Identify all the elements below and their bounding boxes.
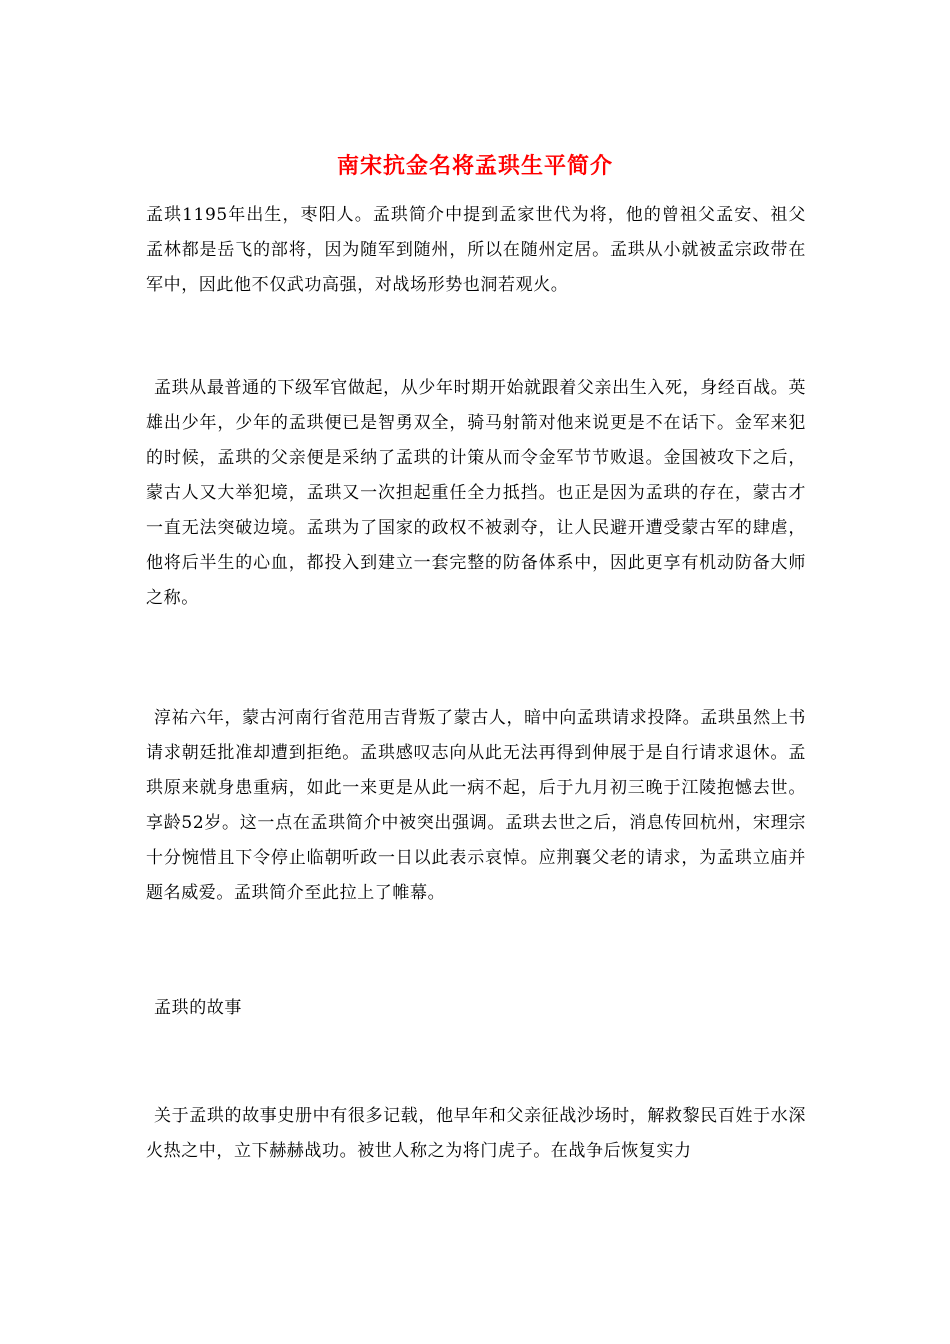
section-heading-story: 孟珙的故事 [154, 998, 242, 1018]
paragraph-birth-family: 孟珙1195年出生，枣阳人。孟珙简介中提到孟家世代为将，他的曾祖父孟安、祖父孟林都是岳飞的部将，因为随军到随州，所以在随州定居。孟珙从小就被孟宗政带在军中，因此他不仅武功高强，对战场形势也洞若观火。 [146, 205, 806, 295]
document-title: 南宋抗金名将孟珙生平简介 [336, 153, 613, 179]
paragraph-military-career: 孟珙从最普通的下级军官做起，从少年时期开始就跟着父亲出生入死，身经百战。英雄出少年，少年的孟珙便已是智勇双全，骑马射箭对他来说更是不在话下。金军来犯的时候，孟珙的父亲便是采纳了孟珙的计策从而令金军节节败退。金国被攻下之后，蒙古人又大举犯境，孟珙又一次担起重任全力抵挡。也正是因为孟珙的存在，蒙古才一直无法突破边境。孟珙为了国家的政权不被剥夺，让人民避开遭受蒙古军的肆虐，他将后半生的心血，都投入到建立一套完整的防备体系中，因此更享有机动防备大师之称。 [146, 378, 806, 608]
paragraph-story: 关于孟珙的故事史册中有很多记载，他早年和父亲征战沙场时，解救黎民百姓于水深火热之中，立下赫赫战功。被世人称之为将门虎子。在战争后恢复实力 [146, 1106, 806, 1161]
paragraph-retirement-death: 淳祐六年，蒙古河南行省范用吉背叛了蒙古人，暗中向孟珙请求投降。孟珙虽然上书请求朝廷批准却遭到拒绝。孟珙感叹志向从此无法再得到伸展于是自行请求退休。孟珙原来就身患重病，如此一来更是从此一病不起，后于九月初三晚于江陵抱憾去世。享龄52岁。这一点在孟珙简介中被突出强调。孟珙去世之后，消息传回杭州，宋理宗十分惋惜且下令停止临朝听政一日以此表示哀悼。应荆襄父老的请求，为孟珙立庙并题名威爱。孟珙简介至此拉上了帷幕。 [146, 708, 806, 903]
